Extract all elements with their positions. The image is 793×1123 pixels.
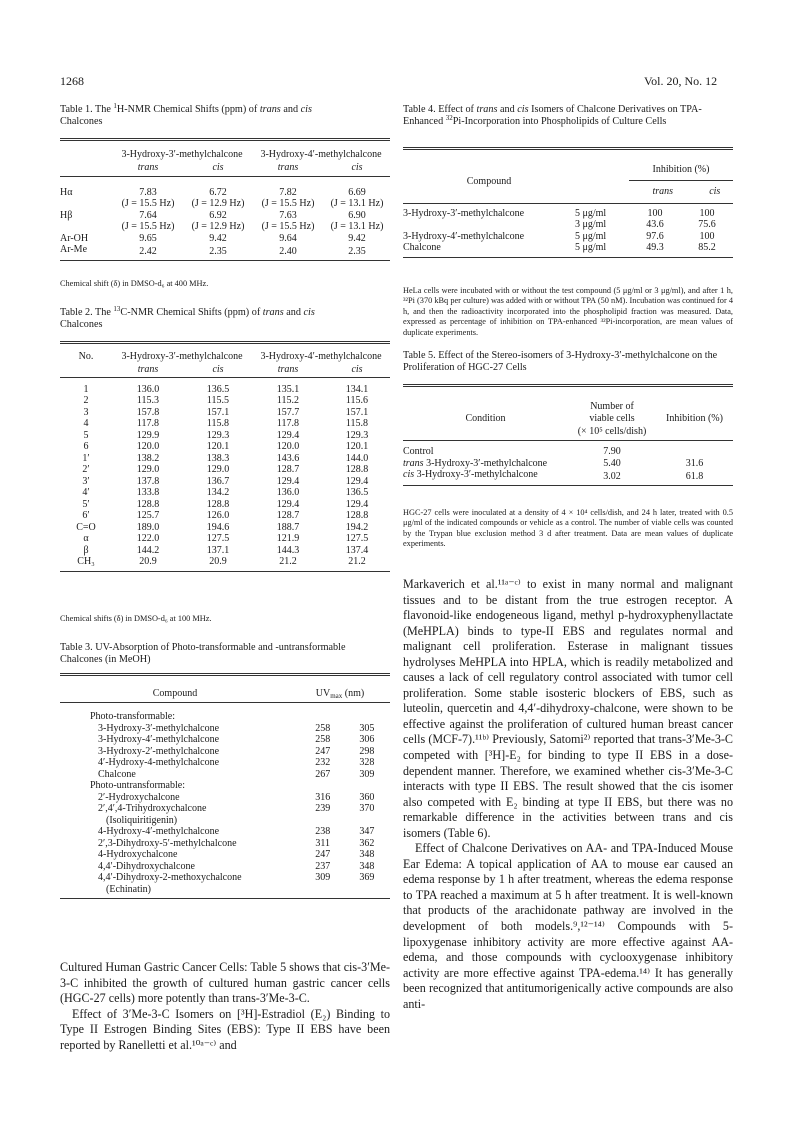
table-row: 2 115.3 115.5 115.2 115.6 — [83, 395, 369, 406]
table3 — [60, 673, 390, 899]
col-compound-1: 3-Hydroxy-3′-methylchalcone — [121, 351, 243, 362]
table-row: 3-Hydroxy-4′-methylchalcone 258 306 — [98, 734, 375, 745]
col-inhibition: Inhibition (%) — [666, 412, 723, 424]
table-row: Chalcone 5 μg/ml 49.3 85.2 — [403, 242, 716, 253]
table-row: (Echinatin) — [106, 883, 151, 895]
col-no: No. — [78, 351, 94, 362]
table-row: 3′ 137.8 136.7 129.4 129.4 — [82, 475, 369, 487]
table-row: 2′ 129.0 129.0 128.7 128.8 — [82, 464, 369, 475]
table-row: 2′,3-Dihydroxy-5′-methylchalcone 311 362 — [98, 837, 375, 849]
table-row: 3-Hydroxy-3′-methylchalcone 5 μg/ml 100 100 — [403, 207, 715, 219]
sub-trans: trans — [137, 363, 159, 375]
table1-footnote: Chemical shift (δ) in DMSO-d₆ at 400 MHz. — [60, 279, 209, 288]
page-number: 1268 — [60, 74, 84, 88]
table-row: 4,4′-Dihydroxy-2-methoxychalcone 309 369 — [98, 872, 375, 883]
col-viable-2: viable cells — [589, 412, 635, 424]
col-viable-1: Number of — [590, 401, 634, 412]
col-compound: Compound — [466, 175, 512, 187]
sub-trans: trans — [137, 162, 159, 174]
table-row: Chalcone 267 309 — [98, 768, 375, 780]
table-row: 3-Hydroxy-2′-methylchalcone 247 298 — [98, 745, 375, 757]
table-row: 1′ 138.2 138.3 143.6 144.0 — [82, 452, 369, 464]
table2-caption: Table 2. The $^{13}$C-NMR Chemical Shifts (ppm) of trans and cis Chalcones — [60, 305, 315, 330]
table-row: 3-Hydroxy-3′-methylchalcone 258 305 — [98, 722, 375, 734]
sub-trans: trans — [652, 186, 674, 197]
paragraph: Cultured Human Gastric Cancer Cells: Table 5 shows that cis-3′Me-3-C inhibited the growth of cultured human gastric cancer cells (HGC-27 cells) more potently than trans-3′Me-3-C. — [60, 960, 390, 1006]
table3-caption: Table 3. UV-Absorption of Photo-transformable and -untransformable Chalcones (in MeOH) — [60, 642, 346, 665]
sub-cis: cis — [212, 162, 224, 174]
table-row: trans 3-Hydroxy-3′-methylchalcone 5.40 31.6 — [403, 457, 704, 469]
right-column-text — [403, 577, 733, 1012]
table-row: 3 157.8 157.1 157.7 157.1 — [83, 406, 369, 418]
sub-trans: trans — [277, 363, 299, 375]
table-row: α 122.0 127.5 121.9 127.5 — [83, 533, 369, 544]
table-row: 5 129.9 129.3 129.4 129.3 — [83, 429, 369, 441]
table-row: Hα 7.83 6.72 7.82 6.69 — [60, 186, 366, 198]
table-row: 2′,4′,4-Trihydroxychalcone 239 370 — [98, 803, 375, 814]
paragraph: Effect of 3′Me-3-C Isomers on [³H]-Estradiol (E₂) Binding to Type II Estrogen Binding Sites (EBS): Type II EBS have been reported by Ranelletti et al.¹⁰ᵃ⁻ᶜ⁾ and — [60, 1006, 390, 1052]
paragraph: Effect of Chalcone Derivatives on AA- and TPA-Induced Mouse Ear Edema: A topical application of AA to mouse ear caused an edema response by 1 h after treatment, whereas the edema response to TPA reached a maximum at 5 h after treatment. It is well-known that products of the arachidonate pathway are involved in the development of both models.⁹,¹²⁻¹⁴⁾ Compounds with 5-lipoxygenase inhibitory activity are more effective against AA-edema, and those compounds with cyclooxygenase inhibitory activity are more effective against TPA-edema.¹⁴⁾ It has generally been recognized that antitumorigenically active compounds are also anti- — [403, 841, 733, 1011]
col-condition: Condition — [465, 412, 506, 424]
col-uvmax: $UV_{max}$ (nm) — [315, 688, 365, 701]
table4-caption: Table 4. Effect of trans and cis Isomers of Chalcone Derivatives on TPA-Enhanced $^{32}$Pi-Incorporation into Phospholipids of Culture Cells — [403, 104, 702, 127]
col-viable-3: (× 10⁵ cells/dish) — [577, 426, 647, 438]
table4-footnote: HeLa cells were incubated with or without the test compound (5 μg/ml or 3 μg/ml), and after 1 h, ³²Pi (370 kBq per culture) was added with or without TPA (50 nM). Incubation was continued for 4 h, and then the radioactivity incorporated into the phospholipid fraction was measured. Data, expressed as percentage of inhibition on TPA-enhanced ³²Pi-incorporation, are mean values of duplicate experiments. — [403, 286, 733, 337]
sub-trans: trans — [277, 162, 299, 174]
paragraph: Markaverich et al.¹¹ᵃ⁻ᶜ⁾ to exist in many normal and malignant tissues and to be distant from the true estrogen receptor. A flavonoid-like endogeneous ligand, methyl p-hydroxyphenyllactate (MeHPLA) binds to type-II EBS and regulates normal and malignant cell proliferation. Esterase in malignant tissues hydrolyses MeHPLA into HPLA, which is readily metabolized and causes a lack of cell regulatory control associated with tumor cell proliferation. Some stable isosteric blockers of EBS, such as luteolin, quercetin and 4,4′-dihydroxy-chalcone, were shown to be effective against the proliferation of cultured human breast cancer cells (MCF-7).¹¹ᵇ⁾ Previously, Satomi²⁾ reported that trans-3′Me-3-C competed with [³H]-E₂ for binding to type II EBS in a dose-dependent manner. Therefore, we examined whether cis-3′Me-3-C interacts with type II EBS. The result showed that the cis isomer also competed with E₂ binding at type II EBS, but there was no remarkable difference in the activities between trans and cis isomers (Table 6). — [403, 577, 733, 840]
sub-cis: cis — [709, 186, 721, 197]
table-row: 2′-Hydroxychalcone 316 360 — [98, 791, 375, 803]
sub-cis: cis — [351, 363, 363, 375]
table-row: 3 μg/ml 43.6 75.6 — [575, 219, 716, 230]
group-header: Photo-transformable: — [90, 711, 175, 722]
table-row: CH₃ 20.9 20.9 21.2 21.2 — [77, 556, 366, 567]
table-row: 4-Hydroxychalcone 247 348 — [98, 849, 375, 860]
table-row: 3-Hydroxy-4′-methylchalcone 5 μg/ml 97.6 100 — [403, 230, 715, 242]
col-inhibition: Inhibition (%) — [629, 160, 733, 181]
table-row: Ar-OH 9.65 9.42 9.64 9.42 — [60, 232, 366, 244]
table2 — [60, 341, 390, 572]
table1 — [60, 138, 390, 261]
table-row: 4 117.8 115.8 117.8 115.8 — [83, 418, 369, 429]
table-row: 4′ 133.8 134.2 136.0 136.5 — [82, 487, 369, 498]
table-row: 6 120.0 120.1 120.0 120.1 — [83, 441, 369, 452]
table-row: (J = 15.5 Hz) (J = 12.9 Hz) (J = 15.5 Hz) (J = 13.1 Hz) — [121, 221, 384, 232]
col-compound-2: 3-Hydroxy-4′-methylchalcone — [260, 351, 382, 362]
col-compound: Compound — [152, 688, 198, 700]
table1-caption: Table 1. The $^1$H-NMR Chemical Shifts (ppm) of trans and cis Chalcones — [60, 102, 312, 127]
table-row: β 144.2 137.1 144.3 137.4 — [83, 544, 369, 556]
table-row: 1 136.0 136.5 135.1 134.1 — [83, 383, 369, 395]
table5 — [403, 384, 733, 486]
table-row: Control 7.90 — [403, 446, 621, 457]
sub-cis: cis — [351, 162, 363, 174]
table-row: 4-Hydroxy-4′-methylchalcone 238 347 — [98, 826, 375, 837]
table-row: (Isoliquiritigenin) — [106, 814, 178, 826]
table-row: 6′ 125.7 126.0 128.7 128.8 — [82, 510, 369, 521]
table4 — [403, 147, 733, 258]
group-header: Photo-untransformable: — [90, 780, 185, 791]
col-compound-1: 3-Hydroxy-3′-methylchalcone — [121, 149, 243, 160]
table5-footnote: HGC-27 cells were inoculated at a density of 4 × 10⁴ cells/dish, and 24 h later, treated with 0.5 μg/ml of the indicated compounds or vehicle as a control. The number of viable cells was counted by the Trypan blue exclusion method 3 d after treatment. Data are mean values of duplicate experiments. — [403, 508, 733, 549]
table-row: C=O 189.0 194.6 188.7 194.2 — [76, 521, 369, 533]
table2-footnote: Chemical shifts (δ) in DMSO-d₆ at 100 MHz. — [60, 614, 212, 623]
table-row: 4,4′-Dihydroxychalcone 237 348 — [98, 860, 375, 872]
table-row: cis 3-Hydroxy-3′-methylchalcone 3.02 61.8 — [403, 469, 733, 485]
table-row: Hβ 7.64 6.92 7.63 6.90 — [60, 209, 366, 221]
table-row: 4′-Hydroxy-4-methylchalcone 232 328 — [98, 757, 375, 768]
col-compound-2: 3-Hydroxy-4′-methylchalcone — [260, 149, 382, 160]
table-row: Ar-Me 2.42 2.35 2.40 2.35 — [60, 244, 390, 260]
journal-volume: Vol. 20, No. 12 — [644, 74, 718, 88]
table-row: 5′ 128.8 128.8 129.4 129.4 — [82, 498, 369, 510]
table-row: (J = 15.5 Hz) (J = 12.9 Hz) (J = 15.5 Hz) (J = 13.1 Hz) — [121, 198, 384, 209]
table5-caption: Table 5. Effect of the Stereo-isomers of 3-Hydroxy-3′-methylchalcone on the Proliferation of HGC-27 Cells — [403, 350, 718, 373]
sub-cis: cis — [212, 363, 224, 375]
left-column-text — [60, 960, 390, 1053]
